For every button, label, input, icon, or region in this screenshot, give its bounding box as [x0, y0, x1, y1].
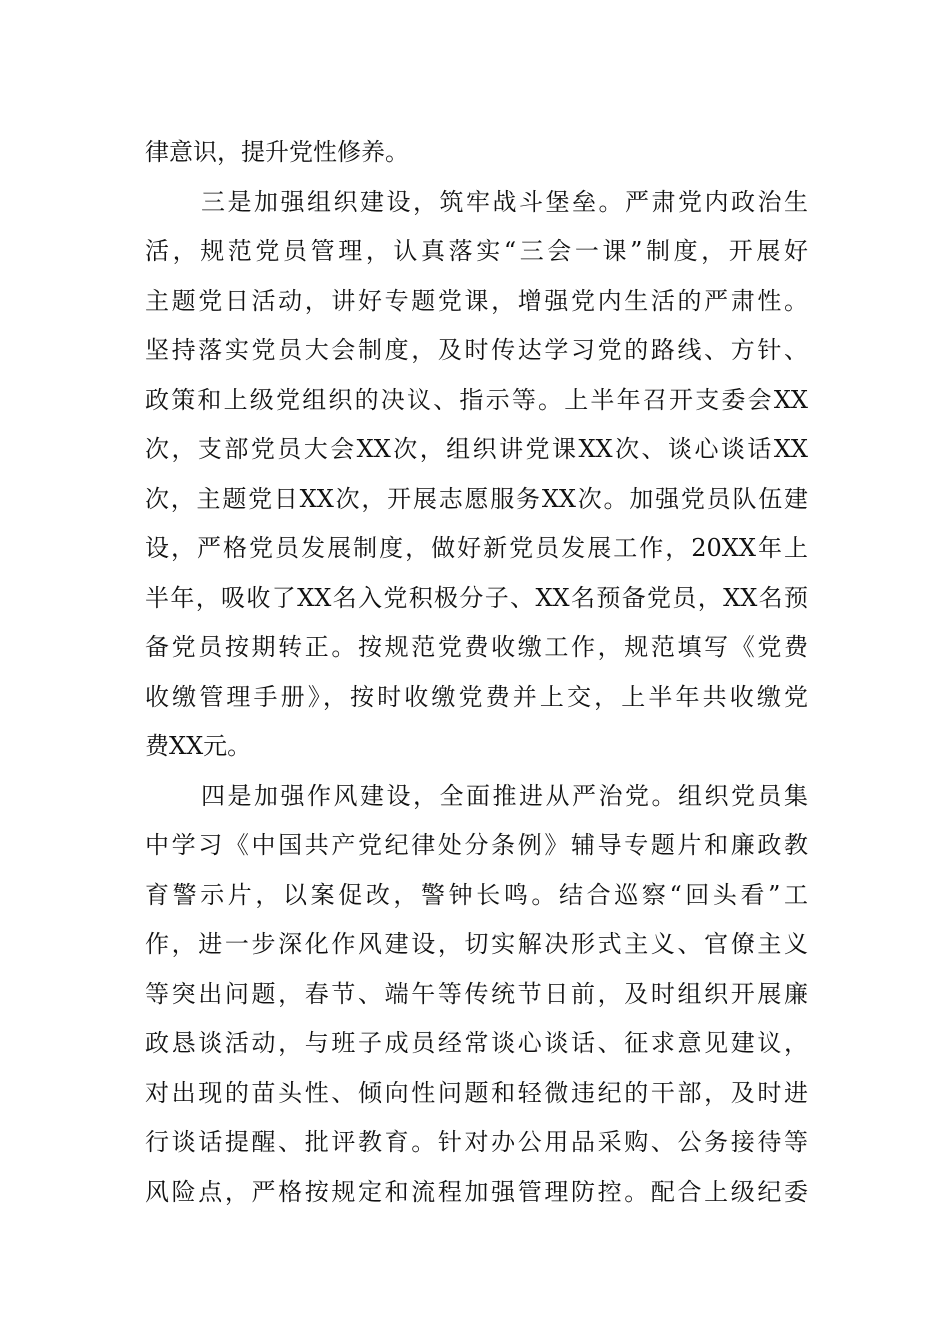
paragraph-heading-line: 四是加强作风建设，全面推进从严治党。组织党员集 [201, 781, 808, 810]
text-line: 育警示片，以案促改，警钟长鸣。结合巡察“回头看”工 [145, 880, 808, 909]
text-line: 半年，吸收了XX名入党积极分子、XX名预备党员，XX名预 [145, 583, 808, 612]
text-line: 收缴管理手册》，按时收缴党费并上交，上半年共收缴党 [145, 682, 808, 711]
text-line: 政策和上级党组织的决议、指示等。上半年召开支委会XX [145, 385, 808, 414]
text-line: 备党员按期转正。按规范党费收缴工作，规范填写《党费 [145, 633, 808, 661]
text-line: 律意识，提升党性修养。 [145, 138, 409, 166]
text-line: 次，主题党日XX次，开展志愿服务XX次。加强党员队伍建 [145, 484, 808, 513]
text-line: 次，支部党员大会XX次，组织讲党课XX次、谈心谈话XX [145, 435, 808, 463]
text-line: 坚持落实党员大会制度，及时传达学习党的路线、方针、 [145, 336, 808, 364]
text-line: 设，严格党员发展制度，做好新党员发展工作，20XX年上 [145, 534, 808, 562]
text-line: 对出现的苗头性、倾向性问题和轻微违纪的干部，及时进 [145, 1078, 808, 1107]
paragraph-heading-line: 三是加强组织建设，筑牢战斗堡垒。严肃党内政治生 [201, 187, 808, 216]
text-line: 等突出问题，春节、端午等传统节日前，及时组织开展廉 [145, 979, 808, 1008]
text-line: 作，进一步深化作风建设，切实解决形式主义、官僚主义 [145, 930, 808, 958]
document-body [145, 128, 808, 1217]
text-line: 政恳谈活动，与班子成员经常谈心谈话、征求意见建议， [145, 1029, 808, 1057]
text-line: 中学习《中国共产党纪律处分条例》辅导专题片和廉政教 [145, 831, 808, 859]
text-line: 费XX元。 [145, 732, 252, 760]
text-line: 主题党日活动，讲好专题党课，增强党内生活的严肃性。 [145, 286, 808, 315]
text-line: 活，规范党员管理，认真落实“三会一课”制度，开展好 [145, 237, 808, 265]
text-line: 行谈话提醒、批评教育。针对办公用品采购、公务接待等 [145, 1128, 808, 1156]
text-line: 风险点，严格按规定和流程加强管理防控。配合上级纪委 [145, 1177, 808, 1206]
